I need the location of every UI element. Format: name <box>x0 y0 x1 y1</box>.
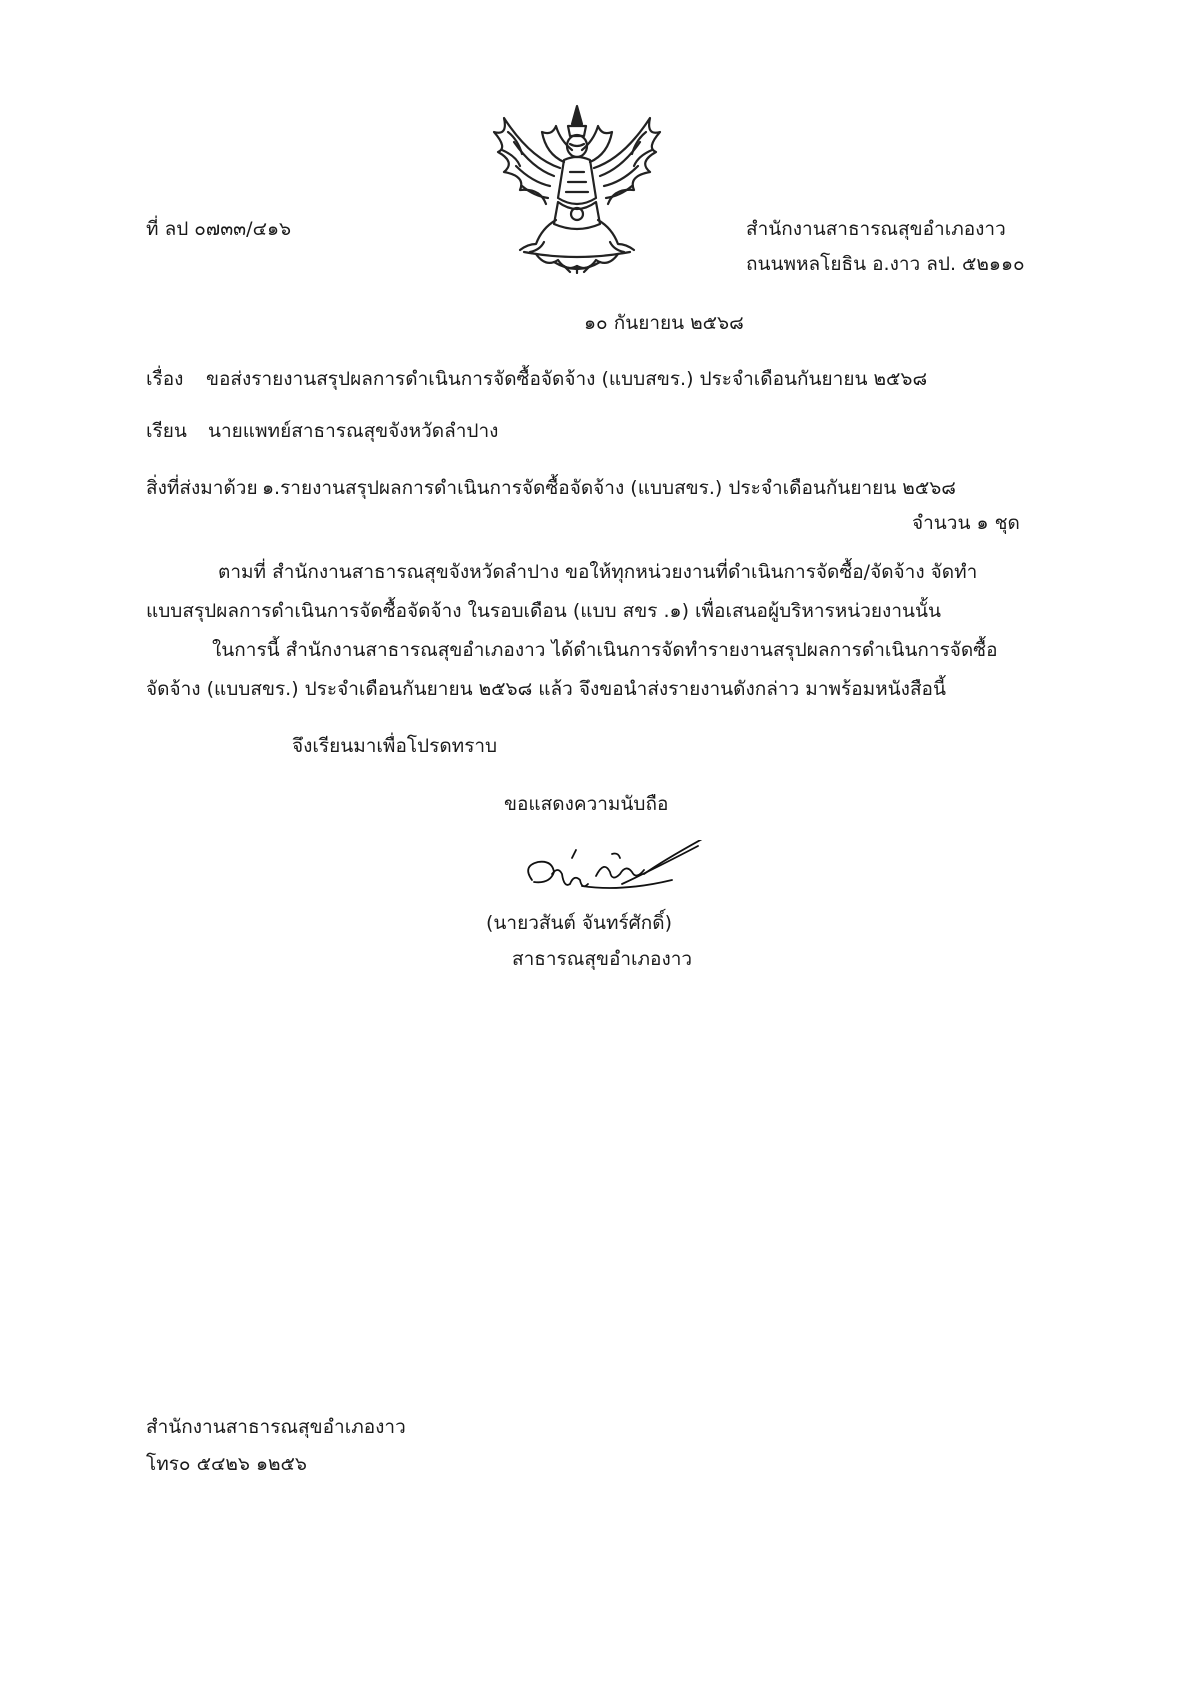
body-paragraph-2-line-2: จัดจ้าง (แบบสขร.) ประจำเดือนกันยายน ๒๕๖๘ แล้ว จึงขอนำส่งรายงานดังกล่าว มาพร้อมหนังสือนี้ <box>146 678 946 700</box>
signatory-name: (นายวสันต์ จันทร์ศักดิ์) <box>486 912 673 934</box>
footer-phone: โทร๐ ๕๔๒๖ ๑๒๕๖ <box>146 1453 307 1475</box>
office-name: สำนักงานสาธารณสุขอำเภองาว <box>746 218 1006 240</box>
enclosure-text: ๑.รายงานสรุปผลการดำเนินการจัดซื้อจัดจ้าง (แบบสขร.) ประจำเดือนกันยายน ๒๕๖๘ <box>262 477 956 499</box>
enclosure-label: สิ่งที่ส่งมาด้วย <box>146 477 258 499</box>
body-paragraph-2-line-1: ในการนี้ สำนักงานสาธารณสุขอำเภองาว ได้ดำเนินการจัดทำรายงานสรุปผลการดำเนินการจัดซื้อ <box>212 639 998 661</box>
footer-office: สำนักงานสาธารณสุขอำเภองาว <box>146 1416 406 1438</box>
document-number: ที่ ลป ๐๗๓๓/๔๑๖ <box>146 218 292 240</box>
enclosure-quantity: จำนวน ๑ ชุด <box>912 512 1020 534</box>
document-date: ๑๐ กันยายน ๒๕๖๘ <box>584 312 744 334</box>
closing-request: จึงเรียนมาเพื่อโปรดทราบ <box>292 735 498 757</box>
recipient-text: นายแพทย์สาธารณสุขจังหวัดลำปาง <box>208 420 499 442</box>
garuda-emblem <box>484 102 670 274</box>
body-paragraph-1-line-1: ตามที่ สำนักงานสาธารณสุขจังหวัดลำปาง ขอให้ทุกหน่วยงานที่ดำเนินการจัดซื้อ/จัดจ้าง จัดทำ <box>218 561 978 583</box>
regards: ขอแสดงความนับถือ <box>504 793 669 815</box>
signatory-position: สาธารณสุขอำเภองาว <box>512 948 693 970</box>
signature <box>512 840 712 910</box>
subject-text: ขอส่งรายงานสรุปผลการดำเนินการจัดซื้อจัดจ้าง (แบบสขร.) ประจำเดือนกันยายน ๒๕๖๘ <box>206 368 928 390</box>
recipient-label: เรียน <box>146 420 187 442</box>
office-address: ถนนพหลโยธิน อ.งาว ลป. ๕๒๑๑๐ <box>746 253 1025 275</box>
subject-label: เรื่อง <box>146 368 184 390</box>
body-paragraph-1-line-2: แบบสรุปผลการดำเนินการจัดซื้อจัดจ้าง ในรอบเดือน (แบบ สขร .๑) เพื่อเสนอผู้บริหารหน่วยงานนั้น <box>146 600 941 622</box>
